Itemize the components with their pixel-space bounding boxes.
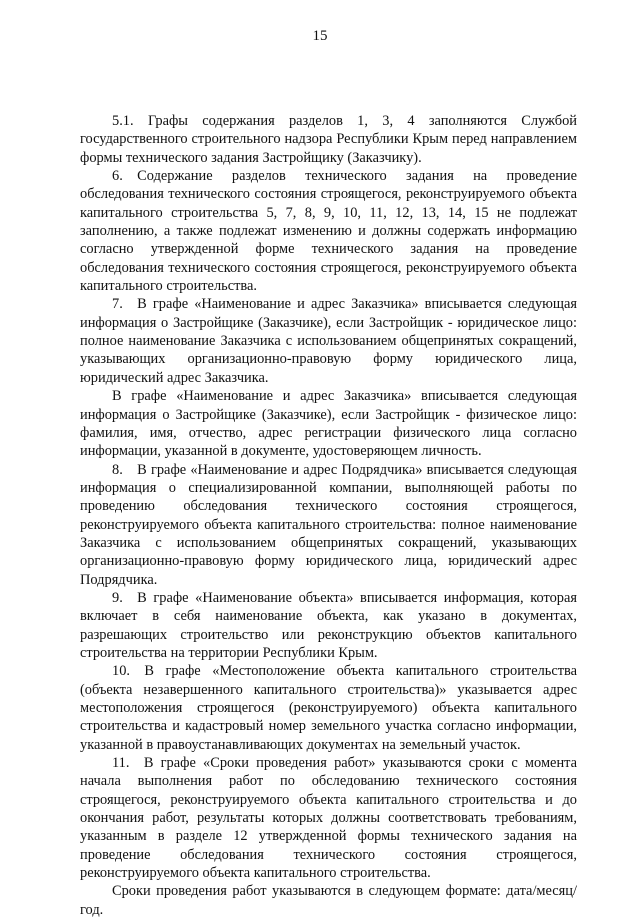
paragraph-7: 7. В графе «Наименование и адрес Заказчика» вписывается следующая информация о Застройщике (Заказчике), если Застройщик - юридическое лицо: полное наименование Заказчика с использованием общепринятых сокращений, указывающих организационно-правовую форму юридического лица, юридический адрес Заказчика. [80,296,577,386]
paragraph-7-individual: В графе «Наименование и адрес Заказчика» вписывается следующая информация о Застройщике (Заказчике), если Застройщик - физическое лицо: фамилия, имя, отчество, адрес регистрации физического лица согласно информации, указанной в документе, удостоверяющем личность. [80,388,577,460]
document-body [80,112,577,919]
paragraph-6: 6. Содержание разделов технического задания на проведение обследования технического состояния строящегося, реконструируемого объекта капитального строительства 5, 7, 8, 9, 10, 11, 12, 13, 14, 15 не подлежат заполнению, а также подлежат изменению и должны содержать информацию согласно утвержденной форме технического задания на проведение обследования технического состояния строящегося, реконструируемого объекта капитального строительства. [80,168,577,295]
paragraph-5-1: 5.1. Графы содержания разделов 1, 3, 4 заполняются Службой государственного строительного надзора Республики Крым перед направлением формы технического задания Застройщику (Заказчику). [80,113,577,166]
paragraph-10: 10. В графе «Местоположение объекта капитального строительства (объекта незавершенного капитального строительства)» указывается адрес местоположения строящегося (реконструируемого) объекта капитального строительства и кадастровый номер земельного участка согласно информации, указанной в правоустанавливающих документах на земельный участок. [80,663,577,753]
paragraph-8: 8. В графе «Наименование и адрес Подрядчика» вписывается следующая информация о специализированной компании, выполняющей работы по проведению обследования технического состояния строящегося, реконструируемого объекта капитального строительства: полное наименование Заказчика с использованием общепринятых сокращений, указывающих организационно-правовую форму юридического лица, юридический адрес Подрядчика. [80,461,577,588]
paragraph-9: 9. В графе «Наименование объекта» вписывается информация, которая включает в себя наименование объекта, как указано в документах, разрешающих строительство или реконструкцию объектов капитального строительства на территории Республики Крым. [80,589,577,661]
paragraph-11: 11. В графе «Сроки проведения работ» указываются сроки с момента начала выполнения работ по обследованию технического состояния строящегося, реконструируемого объекта капитального строительства и до окончания работ, результаты которых должны соответствовать требованиям, указанным в разделе 12 утвержденной формы технического задания на проведение обследования технического состояния строящегося, реконструируемого объекта капитального строительства. [80,755,577,882]
paragraph-11-format: Сроки проведения работ указываются в следующем формате: дата/месяц/год. [80,883,577,918]
page-number: 15 [312,28,328,44]
